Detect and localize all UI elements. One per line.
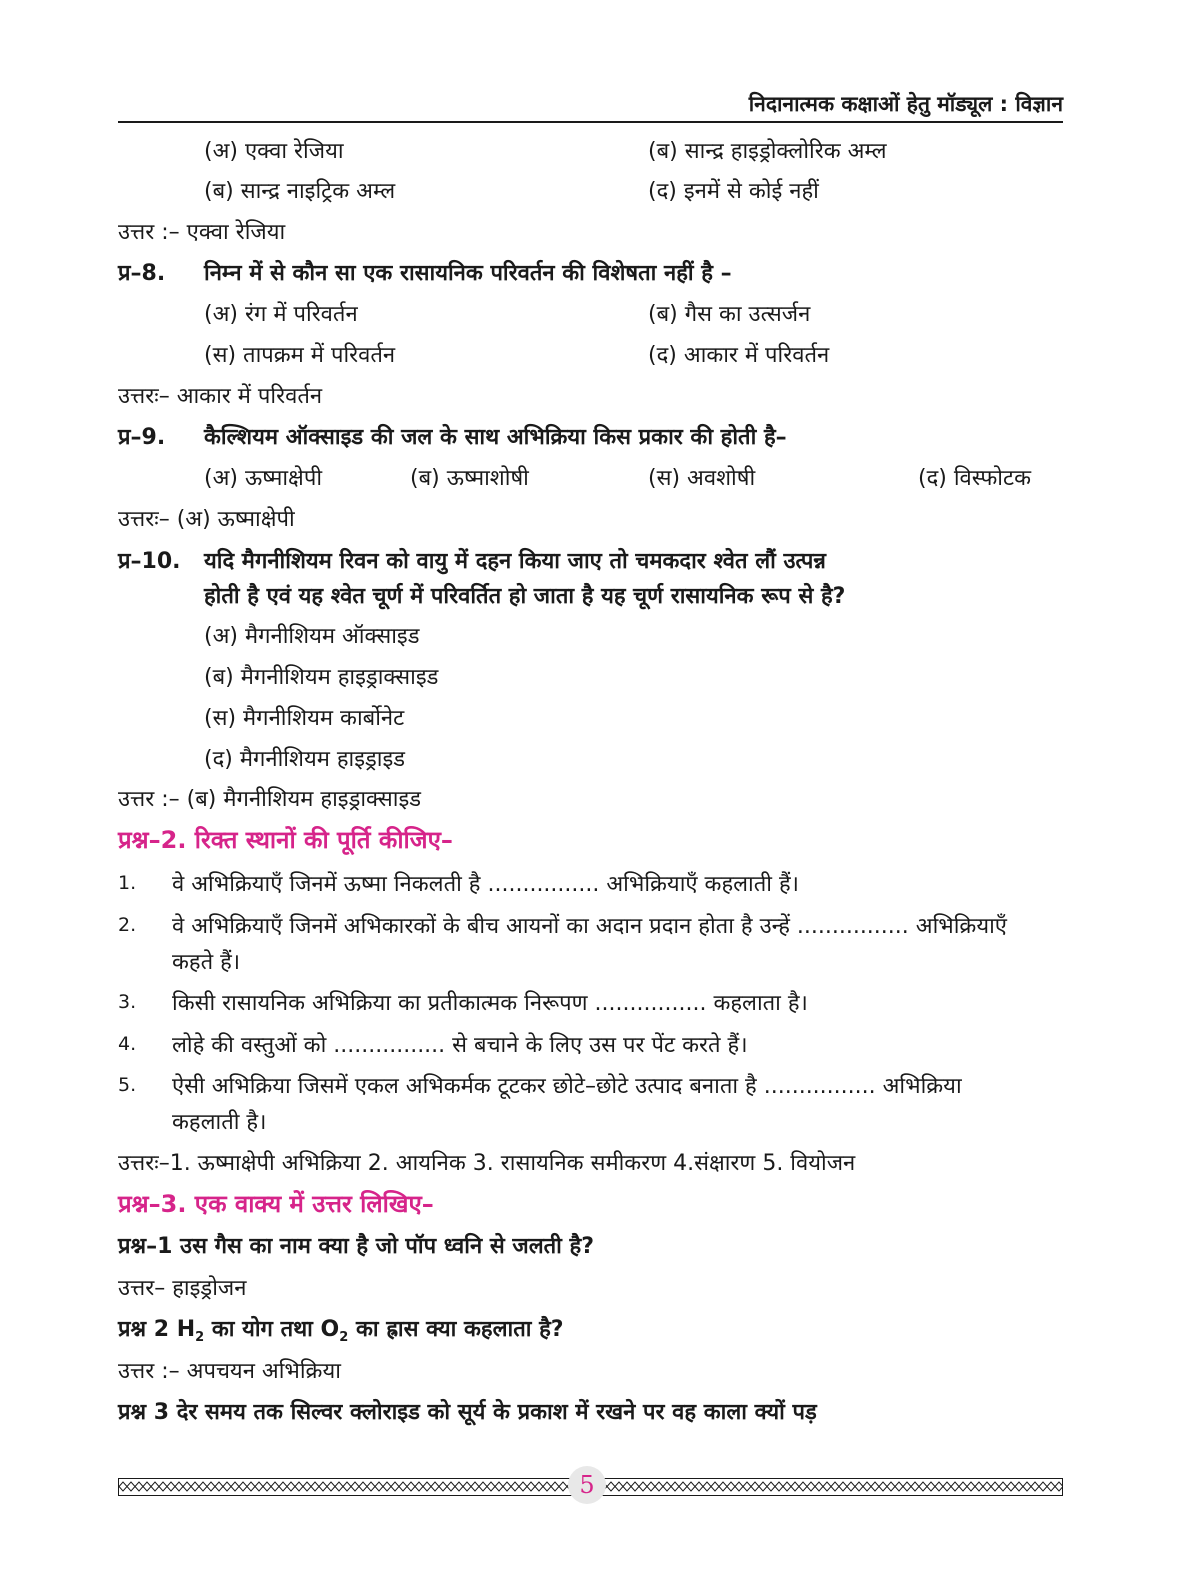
list-item-continued: कहलाती है।: [172, 1110, 267, 1135]
question-text: प्रश्न–1 उस गैस का नाम क्या है जो पॉप ध्वनि से जलती है?: [118, 1234, 594, 1259]
section-heading: प्रश्न–2. रिक्त स्थानों की पूर्ति कीजिए–: [118, 826, 453, 854]
option-b: (ब) गैस का उत्सर्जन: [648, 302, 811, 327]
option-b: (ब) मैगनीशियम हाइड्राक्साइड: [204, 665, 439, 690]
list-item: वे अभिक्रियाएँ जिनमें अभिकारकों के बीच आयनों का अदान प्रदान होता है उन्हें ................ अभिक्रियाएँ: [172, 914, 1007, 939]
header-divider: [118, 121, 1063, 123]
option-b: (ब) सान्द्र नाइट्रिक अम्ल: [204, 179, 396, 204]
question-text: यदि मैगनीशियम रिवन को वायु में दहन किया जाए तो चमकदार श्वेत लौं उत्पन्न: [204, 549, 826, 574]
option-d: (द) विस्फोटक: [918, 466, 1031, 491]
page-number: 5: [568, 1466, 606, 1504]
option-d: (द) मैगनीशियम हाइड्राइड: [204, 747, 406, 772]
list-item: लोहे की वस्तुओं को ................ से बचाने के लिए उस पर पेंट करते हैं।: [172, 1033, 748, 1058]
list-item-continued: कहते हैं।: [172, 950, 241, 975]
option-d: (द) आकार में परिवर्तन: [648, 343, 830, 368]
option-a: (अ) ऊष्माक्षेपी: [204, 466, 323, 491]
running-header: निदानात्मक कक्षाओं हेतु मॉड्यूल : विज्ञान: [748, 92, 1063, 116]
item-number: 2.: [118, 914, 137, 936]
answer: उत्तर :– एक्वा रेजिया: [118, 220, 286, 245]
list-item: किसी रासायनिक अभिक्रिया का प्रतीकात्मक निरूपण ................ कहलाता है।: [172, 991, 808, 1016]
option-d: (द) इनमें से कोई नहीं: [648, 179, 819, 204]
answer: उत्तरः–1. ऊष्माक्षेपी अभिक्रिया 2. आयनिक 3. रासायनिक समीकरण 4.संक्षारण 5. वियोजन: [118, 1151, 856, 1176]
question-text: निम्न में से कौन सा एक रासायनिक परिवर्तन की विशेषता नहीं है –: [204, 261, 732, 286]
answer: उत्तर– हाइड्रोजन: [118, 1276, 247, 1301]
list-item: ऐसी अभिक्रिया जिसमें एकल अभिकर्मक टूटकर छोटे–छोटे उत्पाद बनाता है ................ अभिक्रिया: [172, 1074, 962, 1099]
item-number: 5.: [118, 1074, 137, 1096]
answer: उत्तर :– अपचयन अभिक्रिया: [118, 1359, 341, 1384]
answer: उत्तरः– (अ) ऊष्माक्षेपी: [118, 507, 295, 532]
item-number: 1.: [118, 872, 137, 894]
question-text: कैल्शियम ऑक्साइड की जल के साथ अभिक्रिया किस प्रकार की होती है–: [204, 425, 787, 450]
list-item: वे अभिक्रियाएँ जिनमें ऊष्मा निकलती है ................ अभिक्रियाएँ कहलाती हैं।: [172, 872, 799, 897]
option-c: (स) अवशोषी: [648, 466, 756, 491]
question-text: प्रश्न 3 देर समय तक सिल्वर क्लोराइड को सूर्य के प्रकाश में रखने पर वह काला क्यों पड़: [118, 1400, 817, 1425]
option-a: (अ) रंग में परिवर्तन: [204, 302, 358, 327]
question-text: होती है एवं यह श्वेत चूर्ण में परिवर्तित हो जाता है यह चूर्ण रासायनिक रूप से है?: [204, 584, 846, 609]
question-text: प्रश्न 2 $H_2$ का योग तथा $O_2$ का ह्रास क्या कहलाता है?: [118, 1317, 564, 1345]
answer: उत्तरः– आकार में परिवर्तन: [118, 384, 323, 409]
question-label: प्र–9.: [118, 425, 166, 450]
question-label: प्र–8.: [118, 261, 166, 286]
option-c: (स) तापक्रम में परिवर्तन: [204, 343, 396, 368]
item-number: 4.: [118, 1033, 137, 1055]
section-heading: प्रश्न–3. एक वाक्य में उत्तर लिखिए–: [118, 1190, 434, 1218]
question-label: प्र–10.: [118, 549, 181, 574]
option-b: (ब) ऊष्माशोषी: [410, 466, 529, 491]
option-b: (ब) सान्द्र हाइड्रोक्लोरिक अम्ल: [648, 139, 887, 164]
option-a: (अ) मैगनीशियम ऑक्साइड: [204, 624, 420, 649]
option-a: (अ) एक्वा रेजिया: [204, 139, 344, 164]
answer: उत्तर :– (ब) मैगनीशियम हाइड्राक्साइड: [118, 787, 422, 812]
item-number: 3.: [118, 991, 137, 1013]
option-c: (स) मैगनीशियम कार्बोनेट: [204, 706, 405, 731]
